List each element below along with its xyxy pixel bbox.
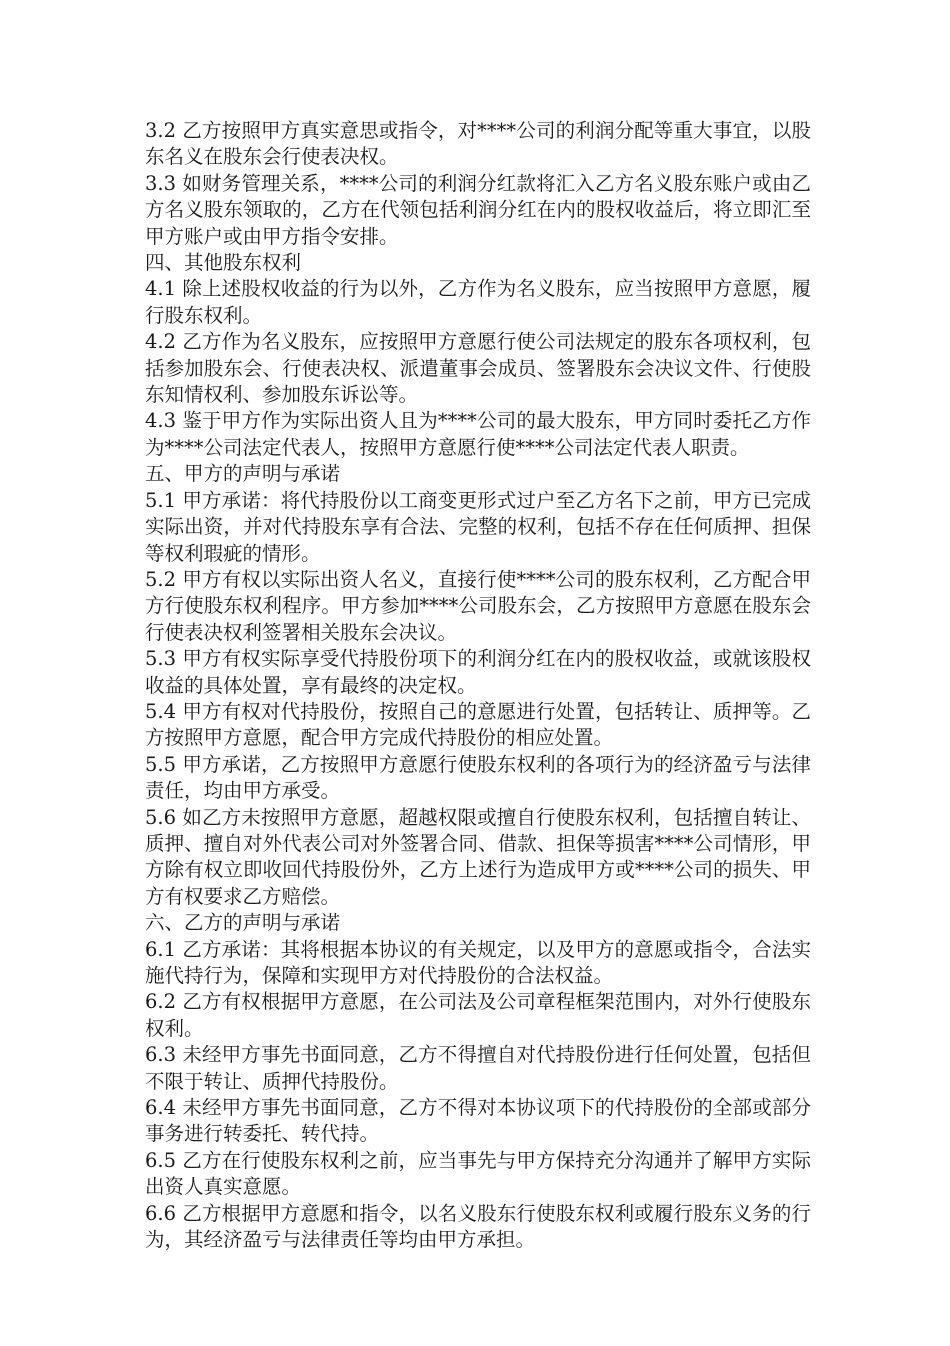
- clause-4-2: 4.2 乙方作为名义股东，应按照甲方意愿行使公司法规定的股东各项权利，包括参加股东会、行使表决权、派遣董事会成员、签署股东会决议文件、行使股东知情权利、参加股东诉讼等。: [145, 330, 811, 407]
- clause-5-3: 5.3 甲方有权实际享受代持股份项下的利润分红在内的股权收益，或就该股权收益的具体处置，享有最终的决定权。: [145, 647, 811, 697]
- section-heading-5: 五、甲方的声明与承诺: [145, 462, 341, 486]
- section-heading-6: 六、乙方的声明与承诺: [145, 911, 341, 935]
- clause-6-2: 6.2 乙方有权根据甲方意愿，在公司法及公司章程框架范围内，对外行使股东权利。: [145, 990, 811, 1040]
- clause-4-1: 4.1 除上述股权收益的行为以外，乙方作为名义股东，应当按照甲方意愿，履行股东权利。: [145, 277, 811, 327]
- clause-6-3: 6.3 未经甲方事先书面同意，乙方不得擅自对代持股份进行任何处置，包括但不限于转让、质押代持股份。: [145, 1043, 811, 1093]
- clause-5-4: 5.4 甲方有权对代持股份，按照自己的意愿进行处置，包括转让、质押等。乙方按照甲方意愿，配合甲方完成代持股份的相应处置。: [145, 699, 811, 750]
- clause-4-3: 4.3 鉴于甲方作为实际出资人且为****公司的最大股东，甲方同时委托乙方作为****公司法定代表人，按照甲方意愿行使****公司法定代表人职责。: [145, 409, 811, 459]
- clause-6-4: 6.4 未经甲方事先书面同意，乙方不得对本协议项下的代持股份的全部或部分事务进行转委托、转代持。: [145, 1096, 811, 1146]
- clause-5-1: 5.1 甲方承诺：将代持股份以工商变更形式过户至乙方名下之前，甲方已完成实际出资，并对代持股东享有合法、完整的权利，包括不存在任何质押、担保等权利瑕疵的情形。: [145, 488, 811, 565]
- clause-5-6: 5.6 如乙方未按照甲方意愿，超越权限或擅自行使股东权利，包括擅自转让、质押、擅自对外代表公司对外签署合同、借款、担保等损害****公司情形，甲方除有权立即收回代持股份外，乙方上述行为造成甲方或****公司的损失、甲方有权要求乙方赔偿。: [145, 805, 811, 908]
- clause-6-1: 6.1 乙方承诺：其将根据本协议的有关规定，以及甲方的意愿或指令，合法实施代持行为，保障和实现甲方对代持股份的合法权益。: [145, 937, 811, 987]
- clause-6-6: 6.6 乙方根据甲方意愿和指令，以名义股东行使股东权利或履行股东义务的行为，其经济盈亏与法律责任等均由甲方承担。: [145, 1201, 811, 1252]
- clause-5-5: 5.5 甲方承诺，乙方按照甲方意愿行使股东权利的各项行为的经济盈亏与法律责任，均由甲方承受。: [145, 752, 811, 803]
- clause-5-2: 5.2 甲方有权以实际出资人名义，直接行使****公司的股东权利，乙方配合甲方行使股东权利程序。甲方参加****公司股东会，乙方按照甲方意愿在股东会行使表决权利签署相关股东会决议。: [145, 567, 811, 644]
- document-body: [145, 118, 811, 1253]
- clause-6-5: 6.5 乙方在行使股东权利之前，应当事先与甲方保持充分沟通并了解甲方实际出资人真实意愿。: [145, 1148, 811, 1199]
- clause-3-3: 3.3 如财务管理关系，****公司的利润分红款将汇入乙方名义股东账户或由乙方名义股东领取的，乙方在代领包括利润分红在内的股权收益后，将立即汇至甲方账户或由甲方指令安排。: [145, 171, 811, 248]
- section-heading-4: 四、其他股东权利: [145, 251, 302, 275]
- clause-3-2: 3.2 乙方按照甲方真实意思或指令，对****公司的利润分配等重大事宜，以股东名义在股东会行使表决权。: [145, 119, 811, 169]
